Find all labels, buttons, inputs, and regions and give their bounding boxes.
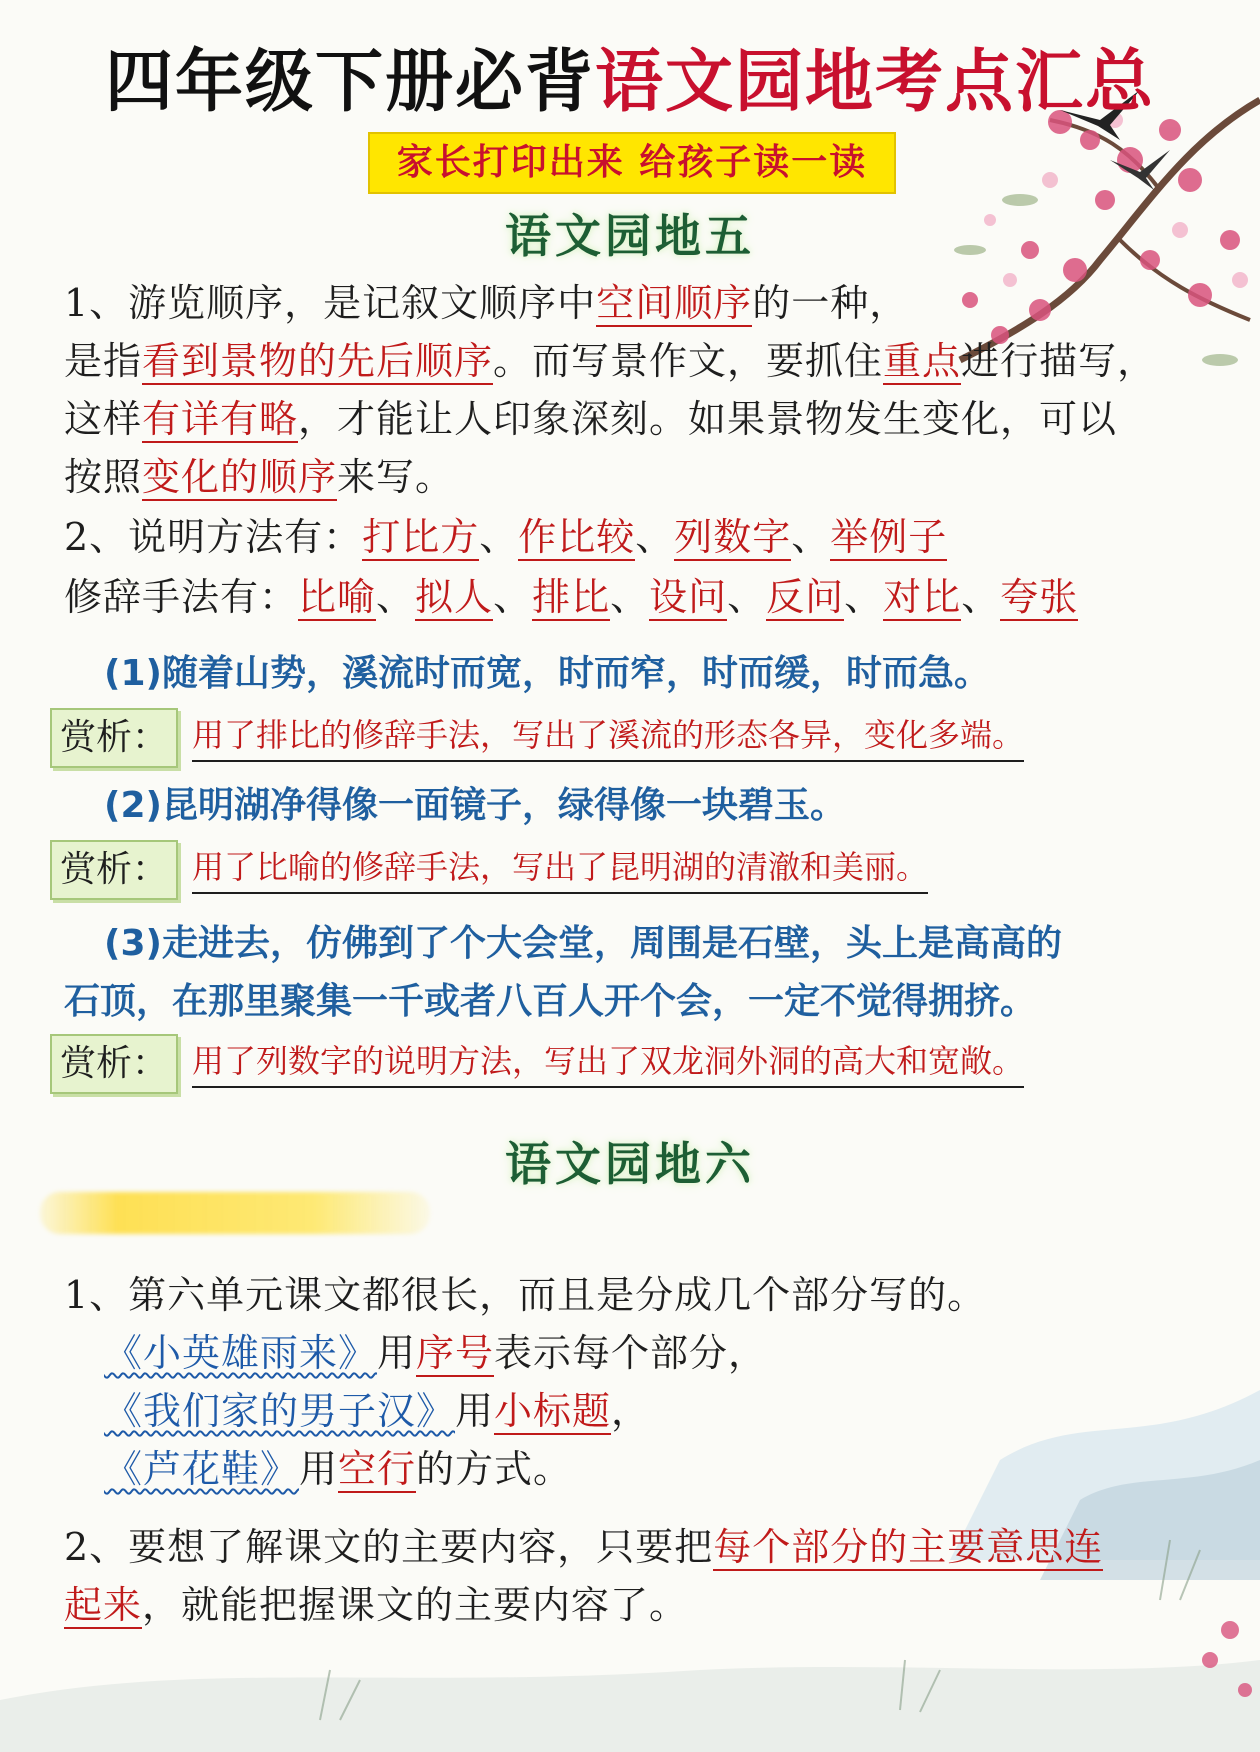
example-3-line1: (3)走进去，仿佛到了个大会堂，周围是石壁，头上是高高的 (104, 923, 1062, 964)
example-1: (1)随着山势，溪流时而宽，时而窄，时而缓，时而急。 (104, 653, 990, 694)
keyword: 有详有略 (142, 397, 299, 441)
text: 表示每个部分， (494, 1331, 768, 1375)
keyword: 反问 (766, 575, 845, 619)
s5-p1-line2 (64, 332, 1156, 390)
keyword: 排比 (532, 575, 611, 619)
text: 进行描写， (961, 339, 1157, 383)
text: 。而写景作文，要抓住 (493, 339, 884, 383)
text: 的一种， (752, 281, 909, 325)
text: 用 (455, 1389, 495, 1433)
section-heading-5: 语文园地五 (505, 209, 755, 263)
print-banner: 家长打印出来 给孩子读一读 (368, 132, 896, 194)
keyword: 变化的顺序 (142, 455, 338, 499)
text: ， (611, 1389, 651, 1433)
text: 是指 (64, 339, 143, 383)
s6-p2-line2 (64, 1576, 688, 1634)
text: 用 (377, 1331, 417, 1375)
keyword: 设问 (649, 575, 728, 619)
s6-p1-line3 (104, 1382, 650, 1440)
book-title: 《小英雄雨来》 (104, 1331, 378, 1375)
swallow-bird-icon-2 (1110, 150, 1170, 190)
keyword: 列数字 (674, 515, 792, 559)
appreciation-tag: 赏析： (50, 1034, 178, 1094)
book-title: 《芦花鞋》 (104, 1447, 300, 1491)
keyword: 看到景物的先后顺序 (142, 339, 494, 383)
example-3-line2: 石顶，在那里聚集一千或者八百人开个会，一定不觉得拥挤。 (64, 981, 1037, 1022)
appreciation-answer-1: 用了排比的修辞手法，写出了溪流的形态各异，变化多端。 (192, 710, 1024, 762)
separator: 、 (635, 515, 675, 559)
s5-p1-line4 (64, 448, 454, 506)
text: ，就能把握课文的主要内容了。 (142, 1583, 689, 1627)
s5-p1-line3 (64, 390, 1117, 448)
appreciation-answer-2: 用了比喻的修辞手法，写出了昆明湖的清澈和美丽。 (192, 842, 928, 894)
separator: 、 (791, 515, 831, 559)
separator: 、 (844, 575, 884, 619)
keyword: 每个部分的主要意思连 (713, 1525, 1104, 1569)
keyword: 拟人 (415, 575, 494, 619)
separator: 、 (493, 575, 533, 619)
yellow-brush-stroke (40, 1192, 430, 1234)
page-title (0, 28, 1260, 125)
separator: 、 (727, 575, 767, 619)
s5-p1-line1 (64, 274, 908, 332)
text: 按照 (64, 455, 143, 499)
text: 这样 (64, 397, 143, 441)
text: 2、要想了解课文的主要内容，只要把 (64, 1525, 714, 1569)
text: 2、说明方法有： (64, 515, 363, 559)
keyword: 比喻 (298, 575, 377, 619)
keyword: 空行 (338, 1447, 417, 1491)
appreciation-answer-3: 用了列数字的说明方法，写出了双龙洞外洞的高大和宽敞。 (192, 1036, 1024, 1088)
text: 修辞手法有： (64, 575, 299, 619)
text: 用 (299, 1447, 339, 1491)
keyword: 作比较 (518, 515, 636, 559)
s6-p2-line1 (64, 1518, 1103, 1576)
s5-p2-line2 (64, 568, 1078, 626)
s5-p2-line1 (64, 508, 947, 566)
keyword: 举例子 (830, 515, 948, 559)
separator: 、 (961, 575, 1001, 619)
title-part-black: 四年级下册必背 (104, 43, 595, 122)
section-heading-6: 语文园地六 (505, 1137, 755, 1191)
keyword: 小标题 (494, 1389, 612, 1433)
keyword: 打比方 (362, 515, 480, 559)
keyword: 重点 (883, 339, 962, 383)
separator: 、 (479, 515, 519, 559)
text: ，才能让人印象深刻。如果景物发生变化，可以 (298, 397, 1118, 441)
example-2: (2)昆明湖净得像一面镜子，绿得像一块碧玉。 (104, 785, 846, 826)
appreciation-tag: 赏析： (50, 840, 178, 900)
keyword: 空间顺序 (596, 281, 753, 325)
text: 的方式。 (416, 1447, 573, 1491)
s6-p1-line2 (104, 1324, 767, 1382)
keyword: 序号 (416, 1331, 495, 1375)
title-part-red: 语文园地考点汇总 (595, 43, 1156, 122)
separator: 、 (610, 575, 650, 619)
keyword: 对比 (883, 575, 962, 619)
text: 来写。 (337, 455, 455, 499)
s6-p1-line4 (104, 1440, 572, 1498)
book-title: 《我们家的男子汉》 (104, 1389, 456, 1433)
separator: 、 (376, 575, 416, 619)
keyword: 夸张 (1000, 575, 1079, 619)
keyword: 起来 (64, 1583, 143, 1627)
appreciation-tag: 赏析： (50, 708, 178, 768)
text: 1、游览顺序，是记叙文顺序中 (64, 281, 597, 325)
s6-p1-line1: 1、第六单元课文都很长，而且是分成几个部分写的。 (64, 1273, 987, 1317)
